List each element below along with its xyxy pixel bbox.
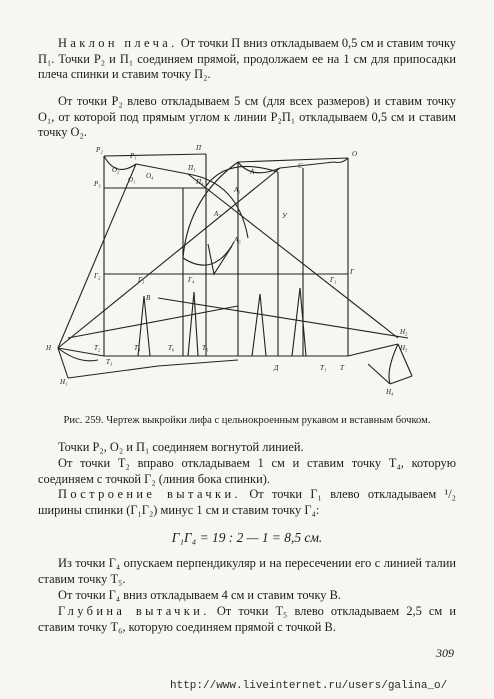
text-dart-construction: От точки Г₁ влево откладываем ¹/₂ ширины спинки (Г₁Г₂) минус 1 см и ставим точку Г₄:	[38, 487, 456, 517]
paragraph-point-v: От точки Г₄ вниз откладываем 4 см и ставим точку В.	[58, 588, 341, 602]
heading-dart-depth: Глубина вытачки.	[58, 604, 210, 618]
label-t1: Т₁	[320, 364, 327, 372]
label-o4: О₄	[146, 172, 154, 180]
paragraph-shoulder-slope	[38, 36, 456, 83]
label-a2: А₂	[214, 210, 221, 218]
label-g: Г	[350, 268, 354, 276]
label-g4: Г₄	[188, 276, 195, 284]
label-a1: А₁	[234, 186, 241, 194]
label-n3: Н₃	[400, 344, 408, 352]
page-number: 309	[436, 646, 454, 660]
label-v: В	[146, 294, 151, 302]
label-p: П	[196, 144, 202, 152]
label-o: О	[352, 150, 358, 158]
label-n4: Н₄	[386, 388, 394, 396]
label-t2: Т₂	[94, 344, 101, 352]
heading-shoulder-slope: Наклон плеча.	[58, 36, 178, 50]
label-u: У	[282, 212, 287, 220]
label-n: Н	[46, 344, 52, 352]
footer-url: http://www.liveinternet.ru/users/galina_o/	[170, 680, 448, 692]
heading-dart-construction: Построение вытачки.	[58, 487, 241, 501]
label-n1: Н₁	[60, 378, 68, 386]
label-n2: Н₂	[400, 328, 408, 336]
label-d: Д	[274, 364, 279, 372]
label-p1-prime: П₁	[188, 164, 196, 172]
label-a: А	[250, 168, 255, 176]
figure-caption: Рис. 259. Чертеж выкройки лифа с цельнокроенным рукавом и вставным бочком.	[63, 414, 431, 426]
pattern-drawing-svg	[38, 138, 456, 402]
paragraph-perpendicular: Из точки Г₄ опускаем перпендикуляр и на пересечении его с линией талии ставим точку Т₅.	[38, 556, 456, 586]
label-p4: П₄	[196, 178, 204, 186]
paragraph-dart-depth	[38, 604, 456, 635]
text-dart-depth: От точки Т₅ влево откладываем 2,5 см и ставим точку Т₆, которую соединяем прямой с точкой В.	[38, 604, 456, 634]
formula-g1g4: Г₁Г₄ = 19 : 2 — 1 = 8,5 см.	[171, 530, 323, 545]
label-s: С	[298, 162, 303, 170]
label-t5: Т₅	[202, 344, 209, 352]
label-o1: О₁	[128, 176, 136, 184]
paragraph-dart-construction	[38, 487, 456, 518]
label-t6: Т₆	[168, 344, 175, 352]
text-shoulder-slope: От точки П вниз откладываем 0,5 см и ставим точку П₁. Точки Р₂ и П₁ соединяем прямой, продолжаем ее на 1 см для припосадки плеча спинки и ставим точку П₂.	[38, 36, 457, 82]
label-g2: Г₂	[94, 272, 101, 280]
label-p3: Р₃	[94, 180, 101, 188]
paragraph-point-t4: От точки Т₂ вправо откладываем 1 см и ставим точку Т₄, которую соединяем с точкой Г₂ (линия бока спинки).	[38, 456, 456, 486]
label-t4: Т₄	[134, 344, 141, 352]
label-g3: Г₃	[138, 276, 145, 284]
paragraph-concave-line: Точки Р₂, О₂ и П₁ соединяем вогнутой линией.	[58, 440, 304, 454]
label-g1: Г₁	[330, 276, 337, 284]
pattern-drawing-figure	[38, 138, 456, 402]
label-t3: Т₃	[106, 358, 113, 366]
paragraph-points-o1-o2: От точки Р₂ влево откладываем 5 см (для всех размеров) и ставим точку О₁, от которой под прямым углом к линии Р₂П₁ откладываем 0,5 см и ставим точку О₂.	[38, 94, 456, 140]
label-p2: Р₂	[96, 146, 103, 154]
label-p1: Р₁	[130, 152, 137, 160]
label-a3: А₃	[234, 236, 241, 244]
label-o2: О₂	[112, 166, 120, 174]
label-t: Т	[340, 364, 344, 372]
